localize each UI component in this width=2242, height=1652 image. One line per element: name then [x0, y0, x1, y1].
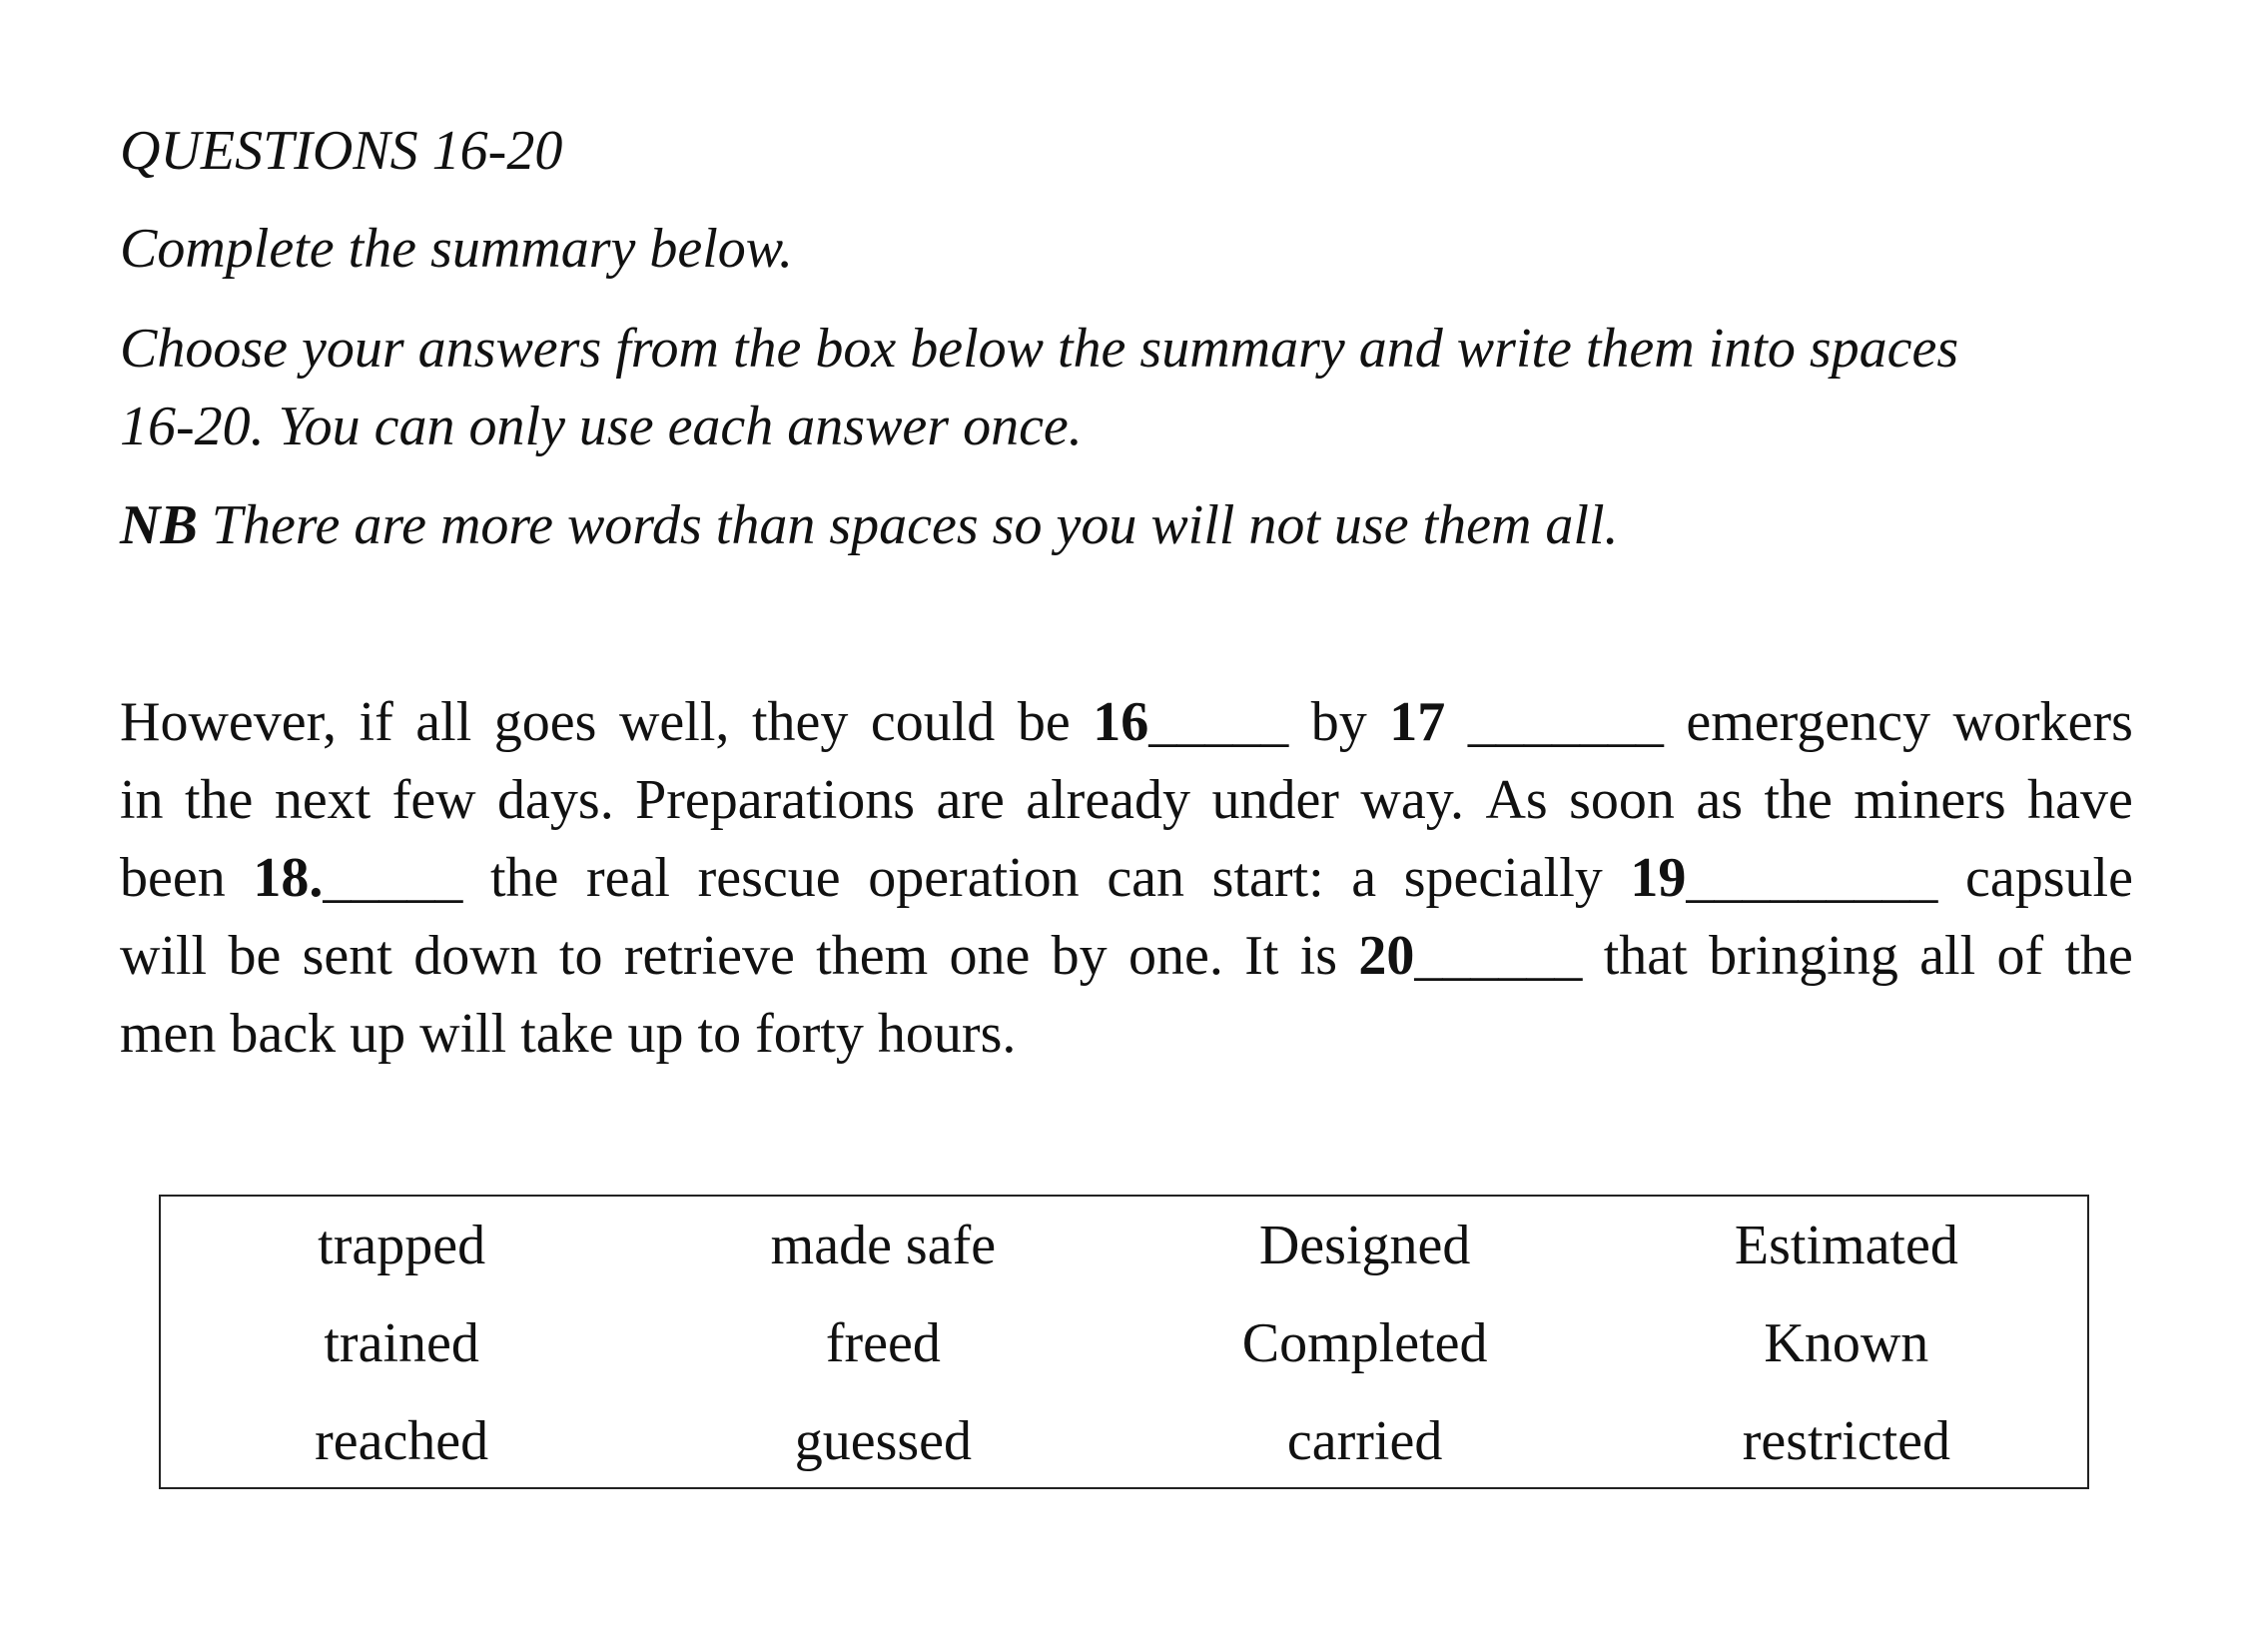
blank-19[interactable]: _________ [1686, 847, 1938, 909]
summary-word: emergency [1686, 691, 1930, 753]
answer-option[interactable]: Designed [1258, 1215, 1471, 1276]
summary-word: soon [1569, 769, 1675, 831]
gap-16[interactable] [1093, 683, 1288, 761]
summary-word: the [489, 847, 559, 909]
instruction-choose-line-2: 16-20. You can only use each answer once. [120, 396, 1083, 457]
summary-word: can [1107, 847, 1185, 909]
summary-word: will [120, 925, 208, 987]
summary-word: to [558, 925, 603, 987]
summary-line [120, 839, 2133, 917]
summary-word: by [1051, 925, 1108, 987]
blank-16[interactable]: _____ [1148, 691, 1289, 753]
blank-20[interactable]: ______ [1414, 925, 1583, 987]
summary-last-line: men back up will take up to forty hours. [120, 1003, 1017, 1065]
question-number-19: 19 [1630, 847, 1687, 909]
answer-option[interactable]: Completed [1241, 1312, 1488, 1374]
question-number-16: 16 [1093, 691, 1149, 753]
summary-word: Preparations [635, 769, 916, 831]
instruction-nb [120, 486, 2107, 564]
summary-word: next [274, 769, 372, 831]
summary-word: specially [1403, 847, 1603, 909]
summary-word: bringing [1709, 925, 1898, 987]
summary-word: However, [120, 691, 337, 753]
summary-word: are [936, 769, 1005, 831]
summary-word: way. [1360, 769, 1465, 831]
blank-17[interactable]: _______ [1467, 691, 1664, 753]
summary-word: the [2064, 925, 2133, 987]
summary-word: a [1351, 847, 1377, 909]
questions-heading: QUESTIONS 16-20 [120, 120, 563, 182]
answer-word-grid [161, 1197, 2087, 1487]
answer-option[interactable]: restricted [1742, 1410, 1951, 1472]
gap-19[interactable] [1630, 839, 1937, 917]
answer-option[interactable]: trained [324, 1312, 479, 1374]
summary-word: all [415, 691, 472, 753]
summary-word: retrieve [623, 925, 795, 987]
summary-word: be [1017, 691, 1071, 753]
summary-word: the [184, 769, 254, 831]
summary-word: one [949, 925, 1031, 987]
summary-word: goes [493, 691, 597, 753]
summary-word: could [870, 691, 996, 753]
summary-word: have [2027, 769, 2133, 831]
summary-word: rescue [697, 847, 841, 909]
summary-word: in [120, 769, 164, 831]
summary-word: already [1026, 769, 1191, 831]
summary-paragraph [120, 683, 2133, 1073]
summary-word: workers [1952, 691, 2133, 753]
answer-option[interactable]: trapped [318, 1215, 486, 1276]
nb-text: There are more words than spaces so you will not use them all. [197, 494, 1619, 556]
summary-word: capsule [1965, 847, 2133, 909]
summary-word: under [1211, 769, 1339, 831]
summary-line [120, 917, 2133, 995]
instruction-complete: Complete the summary below. [120, 218, 793, 280]
summary-word: one. [1128, 925, 1223, 987]
summary-word: sent [302, 925, 392, 987]
summary-line [120, 995, 2133, 1073]
gap-20[interactable] [1358, 917, 1582, 995]
question-number-20: 20 [1358, 925, 1415, 987]
answer-option[interactable]: carried [1286, 1410, 1443, 1472]
summary-word: miners [1854, 769, 2006, 831]
summary-word: all [1919, 925, 1976, 987]
summary-word: the [1764, 769, 1833, 831]
answer-word-box [159, 1195, 2089, 1489]
answer-option[interactable]: Known [1764, 1312, 1929, 1374]
nb-label: NB [120, 494, 198, 556]
summary-word: It [1244, 925, 1279, 987]
summary-word: start: [1211, 847, 1324, 909]
summary-word: be [228, 925, 282, 987]
summary-word: them [816, 925, 929, 987]
answer-option[interactable]: Estimated [1734, 1215, 1958, 1276]
summary-word: is [1299, 925, 1338, 987]
summary-word: operation [868, 847, 1080, 909]
answer-option[interactable]: guessed [794, 1410, 973, 1472]
summary-word: real [586, 847, 670, 909]
answer-option[interactable]: reached [315, 1410, 489, 1472]
blank-18[interactable]: _____ [323, 847, 463, 909]
summary-word: that [1603, 925, 1688, 987]
answer-option[interactable]: freed [825, 1312, 941, 1374]
summary-line [120, 761, 2133, 839]
summary-word: days. [497, 769, 614, 831]
summary-word: of [1996, 925, 2044, 987]
summary-word: they [751, 691, 849, 753]
question-number-17: 17 [1389, 691, 1446, 753]
summary-word: as [1696, 769, 1744, 831]
summary-line [120, 683, 2133, 761]
summary-word: As [1485, 769, 1548, 831]
summary-word: by [1310, 691, 1367, 753]
instruction-choose-line-1: Choose your answers from the box below the summary and write them into spaces [120, 318, 1959, 380]
gap-18[interactable] [253, 839, 462, 917]
summary-word: been [120, 847, 226, 909]
summary-word: down [413, 925, 538, 987]
summary-word: well, [618, 691, 730, 753]
answer-option[interactable]: made safe [770, 1215, 997, 1276]
summary-word: if [359, 691, 393, 753]
question-number-18: 18. [253, 847, 324, 909]
summary-word: few [391, 769, 476, 831]
